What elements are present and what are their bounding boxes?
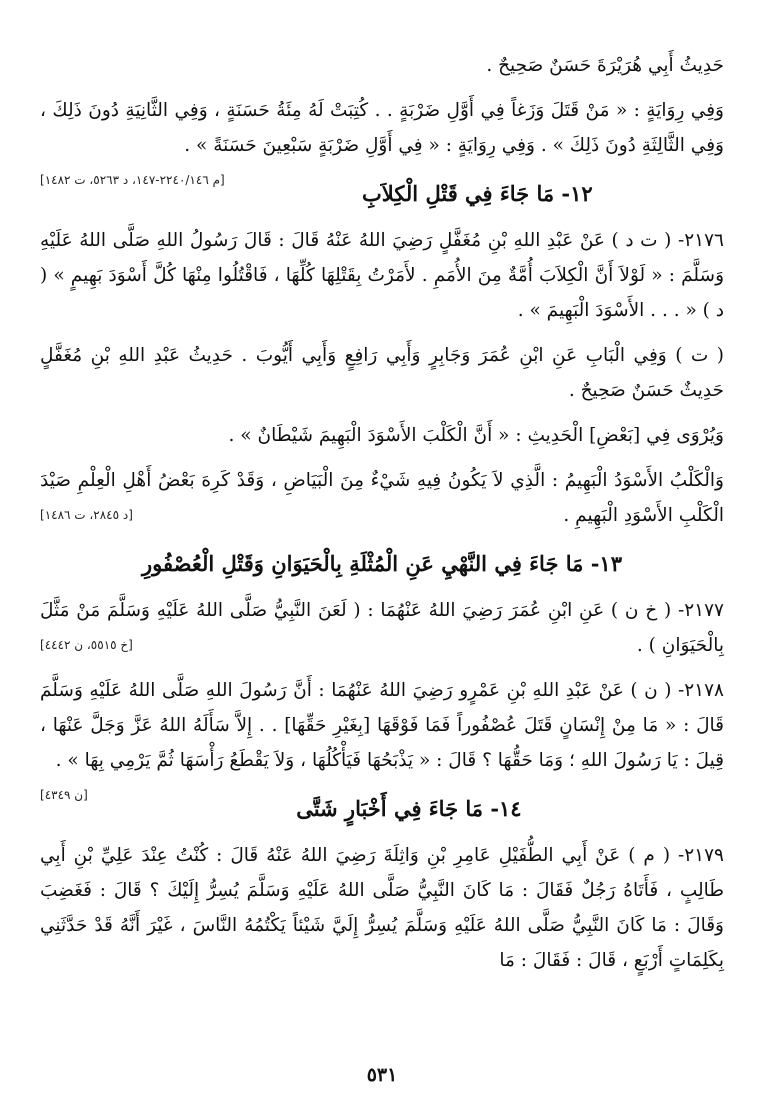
paragraph-hadith-grading: حَدِيثُ أَبِي هُرَيْرَةَ حَسَنٌ صَحِيحٌ . (486, 55, 724, 76)
hadith-2176: ٢١٧٦- ( ت د ) عَنْ عَبْدِ اللهِ بْنِ مُغَفَّلٍ رَضِيَ اللهُ عَنْهُ قَالَ : قَالَ رَسُولُ اللهِ صَلَّى اللهُ عَلَيْهِ وَسَلَّمَ : « لَوْلاَ أَنَّ الْكِلاَبَ أُمَّةٌ مِنَ الأُمَمِ . لأَمَرْتُ بِقَتْلِهَا كُلِّهَا ، فَاقْتُلُوا مِنْهَا كُلَّ أَسْوَدَ بَهِيمٍ » ( د ) « . . . الأَسْوَدَ الْبَهِيمَ » . (40, 230, 724, 321)
source-reference: [م ٢٢٤٠/١٤٦-١٤٧، د ٥٢٦٣، ت ١٤٨٢] (40, 173, 225, 187)
section-heading-12: ١٢- مَا جَاءَ فِي قَتْلِ الْكِلاَبِ (362, 181, 593, 206)
source-reference: [د ٢٨٤٥، ت ١٤٨٦] (40, 508, 133, 522)
paragraph-text: وَالْكَلْبُ الأَسْوَدُ الْبَهِيمُ : الَّذِي لاَ يَكُونُ فِيهِ شَيْءٌ مِنَ الْبَيَاضِ ، وَقَدْ كَرِهَ بَعْضُ أَهْلِ الْعِلْمِ صَيْدَ الْكَلْبِ الأَسْوَدِ الْبَهِيمِ . (40, 470, 724, 526)
section-heading-13: ١٣- مَا جَاءَ فِي النَّهْيِ عَنِ الْمُثْلَةِ بِالْحَيَوَانِ وَقَتْلِ الْعُصْفُورِ (142, 551, 622, 576)
paragraph-text: ٢١٧٨- ( ن ) عَنْ عَبْدِ اللهِ بْنِ عَمْرٍو رَضِيَ اللهُ عَنْهُمَا : أَنَّ رَسُولَ اللهِ صَلَّى اللهُ عَلَيْهِ وَسَلَّمَ قَالَ : « مَا مِنْ إِنْسَانٍ قَتَلَ عُصْفُوراً فَمَا فَوْقَهَا [بِغَيْرِ حَقِّهَا] . . إِلاَّ سَأَلَهُ اللهُ عَزَّ وَجَلَّ عَنْهَا ، قِيلَ : يَا رَسُولَ اللهِ ؛ وَمَا حَقُّهَا ؟ قَالَ : « يَذْبَحُهَا فَيَأْكُلُهَا ، وَلاَ يَقْطَعُ رَأْسَهَا ثُمَّ يَرْمِي بِهَا » . (40, 680, 724, 771)
section-heading-14: ١٤- مَا جَاءَ فِي أَخْبَارٍ شَتَّى (296, 796, 522, 821)
paragraph-tirmidhi-note: ( ت ) وَفِي الْبَابِ عَنِ ابْنِ عُمَرَ وَجَابِرٍ وَأَبِي رَافِعٍ وَأَبِي أَيُّوبَ . حَدِيثُ عَبْدِ اللهِ بْنِ مُغَفَّلٍ حَدِيثٌ حَسَنٌ صَحِيحٌ . (40, 345, 724, 401)
paragraph-text: وَفِي رِوَايَةٍ : « مَنْ قَتَلَ وَزَغاً فِي أَوَّلِ ضَرْبَةٍ . . كُتِبَتْ لَهُ مِئَةُ حَسَنَةٍ ، وَفِي الثَّانِيَةِ دُونَ ذَلِكَ ، وَفِي الثَّالِثَةِ دُونَ ذَلِكَ » . وَفِي رِوَايَةٍ : « فِي أَوَّلِ ضَرْبَةٍ سَبْعِينَ حَسَنَةً » . (40, 100, 724, 156)
source-reference: [خ ٥٥١٥، ن ٤٤٤٢] (40, 638, 133, 652)
hadith-2178 (40, 673, 724, 802)
page-number: ٥٣١ (366, 1064, 398, 1086)
paragraph-text: ٢١٧٧- ( خ ن ) عَنِ ابْنِ عُمَرَ رَضِيَ اللهُ عَنْهُمَا : ( لَعَنَ النَّبِيُّ صَلَّى اللهُ عَلَيْهِ وَسَلَّمَ مَنْ مَثَّلَ بِالْحَيَوَانِ ) . (40, 600, 724, 656)
paragraph-narration-note: وَيُرْوَى فِي [بَعْضِ] الْحَدِيثِ : « أَنَّ الْكَلْبَ الأَسْوَدَ الْبَهِيمَ شَيْطَانٌ » . (228, 425, 724, 446)
source-reference: [ن ٤٣٤٩] (40, 788, 88, 802)
paragraph-black-dog-definition (40, 463, 724, 533)
paragraph-narration-gecko (40, 93, 724, 187)
hadith-2177 (40, 593, 724, 663)
page-body (40, 48, 724, 978)
hadith-2179: ٢١٧٩- ( م ) عَنْ أَبِي الطُّفَيْلِ عَامِرِ بْنِ وَاثِلَةَ رَضِيَ اللهُ عَنْهُ قَالَ : كُنْتُ عِنْدَ عَلِيِّ بْنِ أَبِي طَالِبٍ ، فَأَتَاهُ رَجُلٌ فَقَالَ : مَا كَانَ النَّبِيُّ صَلَّى اللهُ عَلَيْهِ وَسَلَّمَ يُسِرُّ إِلَيْكَ ؟ قَالَ : فَغَضِبَ وَقَالَ : مَا كَانَ النَّبِيُّ صَلَّى اللهُ عَلَيْهِ وَسَلَّمَ يُسِرُّ إِلَيَّ شَيْئاً يَكْتُمُهُ النَّاسَ ، غَيْرَ أَنَّهُ قَدْ حَدَّثَنِي بِكَلِمَاتٍ أَرْبَعٍ ، قَالَ : فَقَالَ : مَا (40, 845, 724, 971)
